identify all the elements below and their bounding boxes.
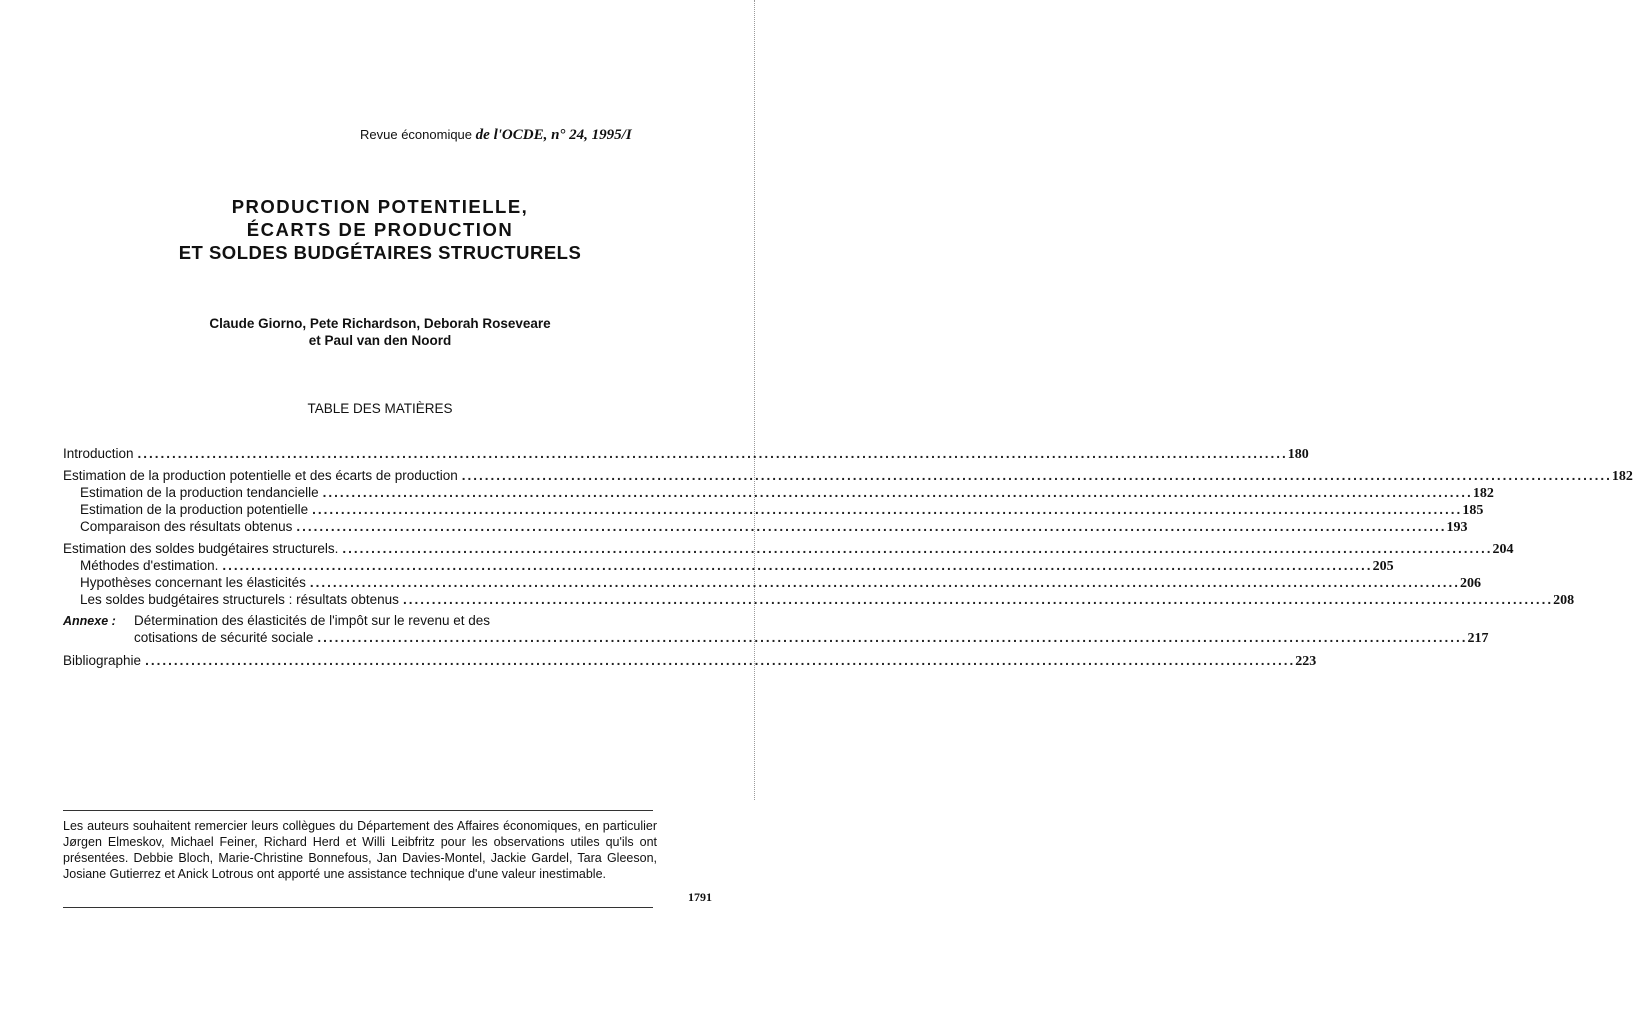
toc-heading: TABLE DES MATIÈRES [307, 401, 453, 416]
toc-entry-page: 185 [1462, 503, 1484, 518]
toc-entry-label: Estimation des soldes budgétaires structurels. [63, 541, 339, 556]
journal-reference [360, 127, 660, 144]
toc-entry-annexe [134, 630, 1489, 647]
title-line-3: ET SOLDES BUDGÉTAIRES STRUCTURELS [178, 242, 582, 263]
toc-entry-comparaison [63, 519, 1468, 536]
toc-entry-page: 182 [1611, 469, 1633, 484]
toc-entry-page: 182 [1472, 486, 1494, 501]
toc-entry-page: 180 [1287, 447, 1309, 462]
toc-leader: ........................................................................................................................................................................................................ [322, 485, 1473, 500]
toc-entry-methodes [63, 558, 1394, 575]
authors-line-1: Claude Giorno, Pete Richardson, Deborah Roseveare [209, 316, 551, 331]
toc-leader: ........................................................................................................................................................................................................ [461, 468, 1612, 483]
authors-line-2: et Paul van den Noord [308, 333, 452, 348]
toc-entry-page: 223 [1295, 654, 1317, 669]
toc-entry-page: 217 [1467, 631, 1489, 646]
journal-prefix: Revue économique [360, 127, 473, 142]
toc-leader: ........................................................................................................................................................................................................ [342, 541, 1493, 556]
toc-entry-production-tendancielle [63, 485, 1494, 502]
footnote-rule-bottom [63, 907, 653, 908]
toc-leader: ........................................................................................................................................................................................................ [312, 502, 1463, 517]
toc-entry-estimation-potentielle [63, 502, 1484, 519]
toc-entry-hypotheses [63, 575, 1482, 592]
title-line-1: PRODUCTION POTENTIELLE, [231, 196, 529, 217]
toc-entry-label: Estimation de la production potentielle [80, 502, 309, 517]
toc-entry-page: 206 [1460, 576, 1482, 591]
toc-leader: ........................................................................................................................................................................................................ [402, 592, 1554, 607]
toc-leader: ........................................................................................................................................................................................................ [145, 653, 1296, 668]
acknowledgement-note: Les auteurs souhaitent remercier leurs collègues du Département des Affaires économiques, en particulier Jørgen Elmeskov, Michael Feiner, Richard Herd et Willi Leibfritz pour les observations utiles qu'ils ont présentées. Debbie Bloch, Marie-Christine Bonnefous, Jan Davies-Montel, Jackie Gardel, Tara Gleeson, Josiane Gutierrez et Anick Lotrous ont apporté une assistance technique d'une valeur inestimable. [63, 819, 657, 881]
toc-entry-introduction [63, 446, 1309, 463]
toc-leader: ........................................................................................................................................................................................................ [317, 630, 1468, 645]
title-line-2: ÉCARTS DE PRODUCTION [246, 219, 514, 240]
toc-annexe-label: Annexe : [63, 614, 116, 628]
toc-entry-label: Méthodes d'estimation. [80, 558, 219, 573]
toc-entry-label: Les soldes budgétaires structurels : résultats obtenus [80, 592, 399, 607]
toc-entry-label: Estimation de la production potentielle et des écarts de production [63, 468, 458, 483]
toc-entry-bibliographie [63, 653, 1317, 670]
toc-entry-page: 204 [1492, 542, 1514, 557]
toc-leader: ........................................................................................................................................................................................................ [296, 519, 1447, 534]
toc-leader: ........................................................................................................................................................................................................ [222, 558, 1373, 573]
toc-entry-soldes-budgetaires [63, 541, 1514, 558]
toc-entry-label: Estimation de la production tendancielle [80, 485, 319, 500]
toc-entry-label: Comparaison des résultats obtenus [80, 519, 293, 534]
toc-entry-page: 193 [1446, 520, 1468, 535]
toc-entry-page: 205 [1372, 559, 1394, 574]
toc-annexe-line-1: Détermination des élasticités de l'impôt sur le revenu et des [134, 613, 491, 628]
page-folio: 1791 [688, 890, 712, 904]
toc-entry-production-potentielle [63, 468, 1633, 485]
toc-entry-label: Hypothèses concernant les élasticités [80, 575, 306, 590]
footnote-rule-top [63, 810, 653, 811]
toc-entry-page: 208 [1553, 593, 1575, 608]
toc-entry-label: Bibliographie [63, 653, 142, 668]
toc-entry-label: cotisations de sécurité sociale [134, 630, 314, 645]
toc-leader: ........................................................................................................................................................................................................ [137, 446, 1288, 461]
toc-entry-label: Introduction [63, 446, 134, 461]
toc-leader: ........................................................................................................................................................................................................ [309, 575, 1461, 590]
page-edge-line [754, 0, 755, 800]
journal-suffix: de l'OCDE, n° 24, 1995/I [475, 127, 632, 143]
toc-entry-resultats [63, 592, 1575, 609]
